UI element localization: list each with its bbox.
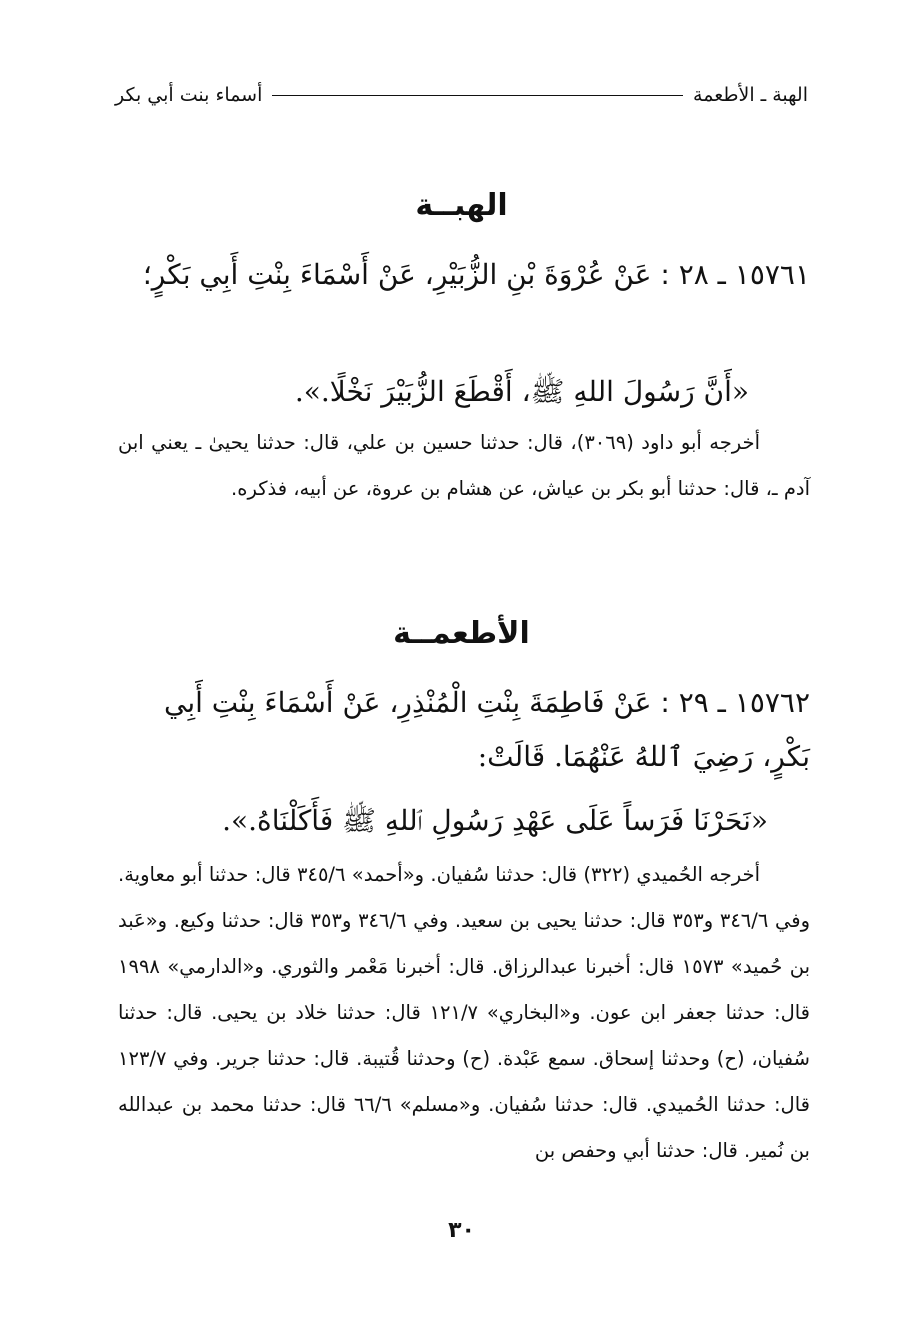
hadith-15761 <box>118 248 810 302</box>
running-header <box>115 78 808 112</box>
hadith-number: ١٥٧٦٢ ـ ٢٩ : <box>660 686 810 719</box>
hadith-number: ١٥٧٦١ ـ ٢٨ : <box>660 258 810 291</box>
page-number: ٣٠ <box>448 1218 475 1243</box>
takhrij-paragraph: أخرجه أبو داود (٣٠٦٩)، قال: حدثنا حسين بن علي، قال: حدثنا يحيىٰ ـ يعني ابن آدم ـ، قال: حدثنا أبو بكر بن عياش، عن هشام بن عروة، عن أبيه، فذكره. <box>118 431 810 500</box>
header-rule <box>272 95 683 96</box>
section-title-hiba: الهبــة <box>415 188 508 223</box>
hadith-15762 <box>118 676 810 784</box>
hadith-isnad: عَنْ عُرْوَةَ بْنِ الزُّبَيْرِ، عَنْ أَسْمَاءَ بِنْتِ أَبِي بَكْرٍ؛ <box>142 258 652 291</box>
takhrij-paragraph: أخرجه الحُميدي (٣٢٢) قال: حدثنا سُفيان. و«أحمد» ٣٤٥/٦ قال: حدثنا أبو معاوية. وفي ٣٤٦/٦ و٣٥٣ قال: حدثنا يحيى بن سعيد. وفي ٣٤٦/٦ و٣٥٣ قال: حدثنا وكيع. و«عَبد بن حُميد» ١٥٧٣ قال: أخبرنا عبدالرزاق. قال: أخبرنا مَعْمر والثوري. و«الدارمي» ١٩٩٨ قال: حدثنا جعفر ابن عون. و«البخاري» ١٢١/٧ قال: حدثنا خلاد بن يحيى. قال: حدثنا سُفيان، (ح) وحدثنا إسحاق. سمع عَبْدة. (ح) وحدثنا قُتيبة. قال: حدثنا جرير. وفي ١٢٣/٧ قال: حدثنا الحُميدي. قال: حدثنا سُفيان. و«مسلم» ٦٦/٦ قال: حدثنا محمد بن عبدالله بن نُمير. قال: حدثنا أبي وحفص بن <box>118 863 811 1162</box>
hadith-matn: «أَنَّ رَسُولَ اللهِ ﷺ، أَقْطَعَ الزُّبَيْرَ نَخْلًا.». <box>294 375 749 408</box>
section-title-atima: الأطعمــة <box>393 616 530 651</box>
header-narrator-name: أسماء بنت أبي بكر <box>115 84 263 106</box>
header-chapter-title: الهبة ـ الأطعمة <box>693 84 808 106</box>
hadith-isnad: عَنْ فَاطِمَةَ بِنْتِ الْمُنْذِرِ، عَنْ أَسْمَاءَ بِنْتِ أَبِي بَكْرٍ، رَضِيَ ٱللهُ عَنْهُمَا. قَالَتْ: <box>163 686 810 773</box>
hadith-matn: «نَحَرْنَا فَرَساً عَلَى عَهْدِ رَسُولِ ٱللهِ ﷺ فَأَكَلْنَاهُ.». <box>222 804 768 837</box>
